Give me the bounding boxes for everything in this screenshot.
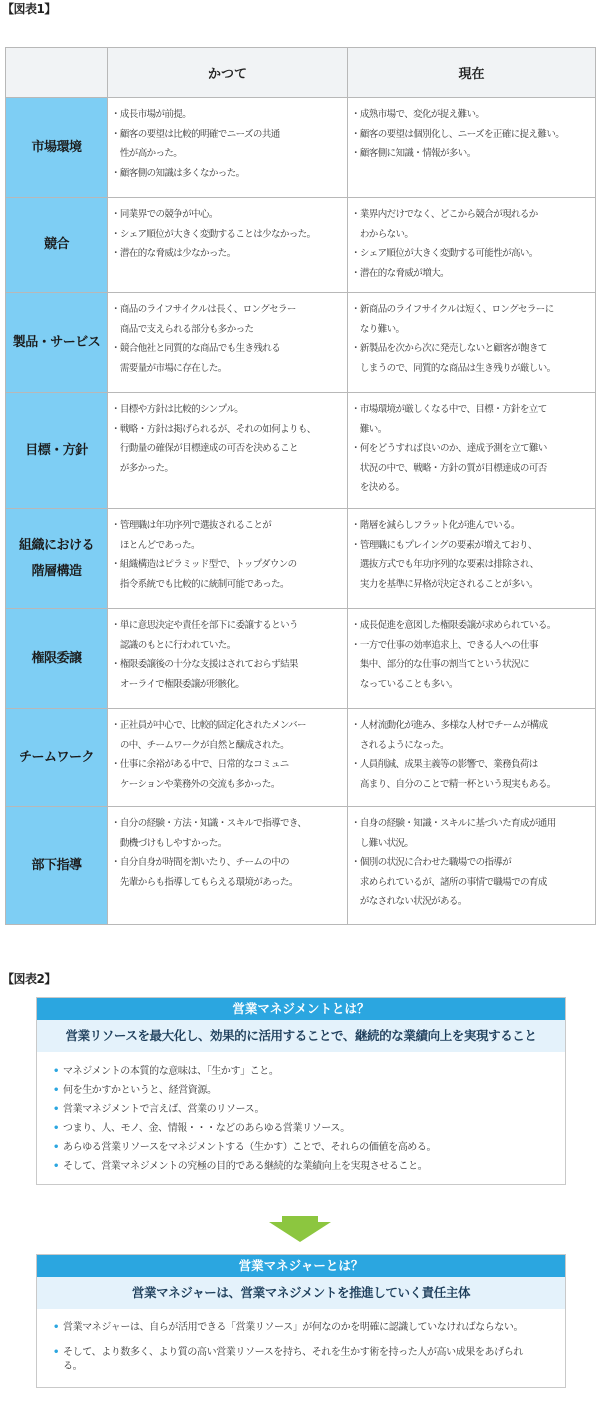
row-label xyxy=(6,709,108,807)
present-cell xyxy=(348,98,596,198)
present-cell-line: なっていることも多い。 xyxy=(351,678,458,690)
past-cell-line: オーライで権限委譲が形骸化。 xyxy=(111,678,245,690)
list-item xyxy=(53,1157,555,1176)
past-cell-line: ・顧客の要望は比較的明確でニーズの共通 xyxy=(111,128,280,140)
present-cell xyxy=(348,393,596,509)
present-cell-line: ・個別の状況に合わせた職場での指導が xyxy=(351,857,512,869)
table-row xyxy=(6,709,596,807)
manager-box xyxy=(36,1254,566,1388)
bullet-icon: • xyxy=(53,1142,59,1153)
past-cell-line: ・競合他社と同質的な商品でも生き残れる xyxy=(111,343,281,355)
row-label-line: 権限委譲 xyxy=(31,650,82,666)
list-item-text: つまり、人、モノ、金、情報・・・などのあらゆる営業リソース。 xyxy=(63,1123,350,1134)
table-row xyxy=(6,198,596,293)
past-cell-line: の中、チームワークが自然と醸成された。 xyxy=(111,739,290,751)
past-cell-line: ・自分自身が時間を割いたり、チームの中の xyxy=(111,857,290,869)
present-cell-line: ・何をどうすれば良いのか、達成予測を立て難い xyxy=(351,443,547,455)
present-cell-line: ・管理職にもプレイングの要素が増えており、 xyxy=(351,539,537,551)
row-label-line: 階層構造 xyxy=(31,563,82,579)
past-cell xyxy=(108,98,348,198)
list-item-text: 何を生かすかというと、経営資源。 xyxy=(63,1085,217,1096)
past-cell-line: ・商品のライフサイクルは長く、ロングセラー xyxy=(111,304,296,315)
present-cell-line: しまうので、同質的な商品は生き残りが厳しい。 xyxy=(351,362,556,374)
past-cell-line: ・成長市場が前提。 xyxy=(111,109,192,120)
past-cell xyxy=(108,509,348,609)
down-arrow-shape xyxy=(269,1216,331,1242)
list-item-text: 営業マネジメントで言えば、営業のリソース。 xyxy=(63,1104,265,1115)
management-list xyxy=(37,1052,565,1184)
list-item xyxy=(53,1346,535,1375)
bullet-icon: • xyxy=(53,1066,59,1077)
row-label-line: 目標・方針 xyxy=(25,442,88,458)
row-label xyxy=(6,609,108,709)
past-cell-line: 商品で支えられる部分も多かった xyxy=(111,323,254,335)
table-header-row xyxy=(6,48,596,98)
past-cell-line: 先輩からも指導してもらえる環境があった。 xyxy=(111,876,298,888)
bullet-icon: • xyxy=(53,1085,59,1096)
row-label xyxy=(6,98,108,198)
bullet-icon: • xyxy=(53,1104,59,1115)
present-cell-line: ・人員削減、成果主義等の影響で、業務負荷は xyxy=(351,759,538,771)
past-cell-line: ほとんどであった。 xyxy=(111,539,200,551)
table-row xyxy=(6,609,596,709)
past-cell-line: ・管理職は年功序列で選抜されることが xyxy=(111,520,272,531)
row-label-line: 組織における xyxy=(18,537,94,553)
past-cell-line: が多かった。 xyxy=(111,462,174,474)
past-cell-line: ・権限委譲後の十分な支援はされておらず結果 xyxy=(111,659,298,671)
row-label xyxy=(6,393,108,509)
present-cell-line: がなされない状況がある。 xyxy=(351,896,467,908)
present-cell-line: 集中、部分的な仕事の割当てという状況に xyxy=(351,659,530,671)
row-label-line: 製品・サービス xyxy=(12,334,101,350)
present-cell xyxy=(348,293,596,393)
list-item xyxy=(53,1321,535,1336)
header-past: かつて xyxy=(108,48,348,98)
row-label-line: 部下指導 xyxy=(31,857,82,873)
list-item xyxy=(53,1119,555,1138)
comparison-table xyxy=(5,47,596,925)
bullet-icon: • xyxy=(53,1161,59,1172)
manager-box-subtitle: 営業マネジャーは、営業マネジメントを推進していく責任主体 xyxy=(37,1277,565,1309)
present-cell xyxy=(348,198,596,293)
present-cell xyxy=(348,509,596,609)
past-cell xyxy=(108,293,348,393)
present-cell-line: ・顧客側に知識・情報が多い。 xyxy=(351,148,476,160)
list-item xyxy=(53,1081,555,1100)
table-row xyxy=(6,98,596,198)
manager-list xyxy=(37,1309,565,1387)
list-item-text: 営業マネジャーは、自らが活用できる「営業リソース」が何なのかを明確に認識していなければならない。 xyxy=(63,1322,524,1333)
management-box-title: 営業マネジメントとは？ xyxy=(37,998,565,1020)
row-label xyxy=(6,807,108,925)
row-label xyxy=(6,509,108,609)
present-cell-line: ・自身の経験・知識・スキルに基づいた育成が通用 xyxy=(351,818,556,829)
header-present: 現在 xyxy=(348,48,596,98)
present-cell-line: ・成長促進を意図した権限委譲が求められている。 xyxy=(351,620,556,631)
management-box-subtitle: 営業リソースを最大化し、効果的に活用することで、継続的な業績向上を実現すること xyxy=(37,1020,565,1052)
present-cell-line: ・市場環境が厳しくなる中で、目標・方針を立て xyxy=(351,404,547,415)
row-label xyxy=(6,198,108,293)
past-cell-line: ・目標や方針は比較的シンプル。 xyxy=(111,404,244,415)
present-cell-line: ・階層を減らしフラット化が進んでいる。 xyxy=(351,520,520,531)
present-cell xyxy=(348,709,596,807)
list-item-text: マネジメントの本質的な意味は、「生かす」こと。 xyxy=(63,1066,279,1077)
present-cell-line: ・顧客の要望は個別化し、ニーズを正確に捉え難い。 xyxy=(351,128,565,140)
past-cell xyxy=(108,807,348,925)
past-cell-line: ・同業界での競争が中心。 xyxy=(111,209,218,220)
past-cell-line: ・戦略・方針は掲げられるが、それの如何よりも、 xyxy=(111,423,316,435)
bullet-icon: • xyxy=(53,1346,59,1358)
present-cell-line: ・人材流動化が進み、多様な人材でチームが構成 xyxy=(351,720,548,731)
list-item-text: あらゆる営業リソースをマネジメントする（生かす）ことで、それらの価値を高める。 xyxy=(63,1142,437,1153)
past-cell-line: ・自分の経験・方法・知識・スキルで指導でき、 xyxy=(111,818,307,829)
row-label-line: チームワーク xyxy=(18,749,94,765)
table-row xyxy=(6,509,596,609)
table-row xyxy=(6,807,596,925)
figure2-label: 【図表2】 xyxy=(2,972,56,986)
past-cell-line: ・顧客側の知識は多くなかった。 xyxy=(111,167,245,179)
past-cell-line: 動機づけもしやすかった。 xyxy=(111,837,227,849)
manager-box-title: 営業マネジャーとは？ xyxy=(37,1255,565,1277)
past-cell-line: 認識のもとに行われていた。 xyxy=(111,639,236,651)
past-cell xyxy=(108,393,348,509)
list-item-text: そして、より数多く、より質の高い営業リソースを持ち、それを生かす術を持った人が高い成果をあげられる。 xyxy=(63,1346,523,1372)
present-cell-line: なり難い。 xyxy=(351,323,405,335)
table-row xyxy=(6,293,596,393)
list-item xyxy=(53,1062,555,1081)
past-cell-line: ケーションや業務外の交流も多かった。 xyxy=(111,778,280,790)
past-cell-line: 性が高かった。 xyxy=(111,148,183,160)
present-cell xyxy=(348,609,596,709)
down-arrow-icon xyxy=(265,1216,335,1242)
past-cell-line: 指令系統でも比較的に統制可能であった。 xyxy=(111,578,289,590)
past-cell-line: ・シェア順位が大きく変動することは少なかった。 xyxy=(111,228,316,240)
table-row xyxy=(6,393,596,509)
list-item xyxy=(53,1138,555,1157)
present-cell-line: ・成熟市場で、変化が捉え難い。 xyxy=(351,109,485,120)
row-label xyxy=(6,293,108,393)
past-cell-line: ・単に意思決定や責任を部下に委譲するという xyxy=(111,620,298,631)
present-cell-line: 求められているが、諸所の事情で職場での育成 xyxy=(351,876,547,888)
list-item xyxy=(53,1100,555,1119)
past-cell-line: ・潜在的な脅威は少なかった。 xyxy=(111,248,236,260)
present-cell-line: し難い状況。 xyxy=(351,837,414,849)
present-cell-line: 難い。 xyxy=(351,423,387,435)
past-cell-line: 行動量の確保が目標達成の可否を決めること xyxy=(111,443,298,455)
present-cell-line: ・新商品のライフサイクルは短く、ロングセラーに xyxy=(351,304,554,315)
present-cell-line: 実力を基準に昇格が決定されることが多い。 xyxy=(351,578,538,590)
past-cell-line: ・正社員が中心で、比較的固定化されたメンバー xyxy=(111,720,306,731)
past-cell xyxy=(108,609,348,709)
present-cell-line: を決める。 xyxy=(351,482,405,494)
row-label-line: 競合 xyxy=(43,237,69,252)
present-cell-line: ・一方で仕事の効率追求上、できる人への仕事 xyxy=(351,639,538,651)
past-cell xyxy=(108,709,348,807)
bullet-icon: • xyxy=(53,1123,59,1134)
present-cell-line: 高まり、自分のことで精一杯という現実もある。 xyxy=(351,778,556,790)
past-cell xyxy=(108,198,348,293)
header-corner xyxy=(6,48,108,98)
present-cell-line: わからない。 xyxy=(351,228,414,240)
present-cell xyxy=(348,807,596,925)
list-item-text: そして、営業マネジメントの究極の目的である継続的な業績向上を実現させること。 xyxy=(63,1161,428,1172)
present-cell-line: されるようになった。 xyxy=(351,739,449,751)
row-label-line: 市場環境 xyxy=(31,139,82,155)
figure1-label: 【図表1】 xyxy=(2,2,56,16)
management-box xyxy=(36,997,566,1185)
present-cell-line: ・シェア順位が大きく変動する可能性が高い。 xyxy=(351,248,538,260)
present-cell-line: 選抜方式でも年功序列的な要素は排除され、 xyxy=(351,559,539,571)
bullet-icon: • xyxy=(53,1322,59,1333)
past-cell-line: ・組織構造はピラミッド型で、トップダウンの xyxy=(111,559,297,571)
present-cell-line: ・新製品を次から次に発売しないと顧客が飽きて xyxy=(351,343,547,355)
present-cell-line: ・業界内だけでなく、どこから競合が現れるか xyxy=(351,209,538,220)
past-cell-line: ・仕事に余裕がある中で、日常的なコミュニ xyxy=(111,759,289,771)
present-cell-line: 状況の中で、戦略・方針の質が目標達成の可否 xyxy=(351,462,547,474)
present-cell-line: ・潜在的な脅威が増大。 xyxy=(351,267,449,279)
past-cell-line: 需要量が市場に存在した。 xyxy=(111,362,227,374)
